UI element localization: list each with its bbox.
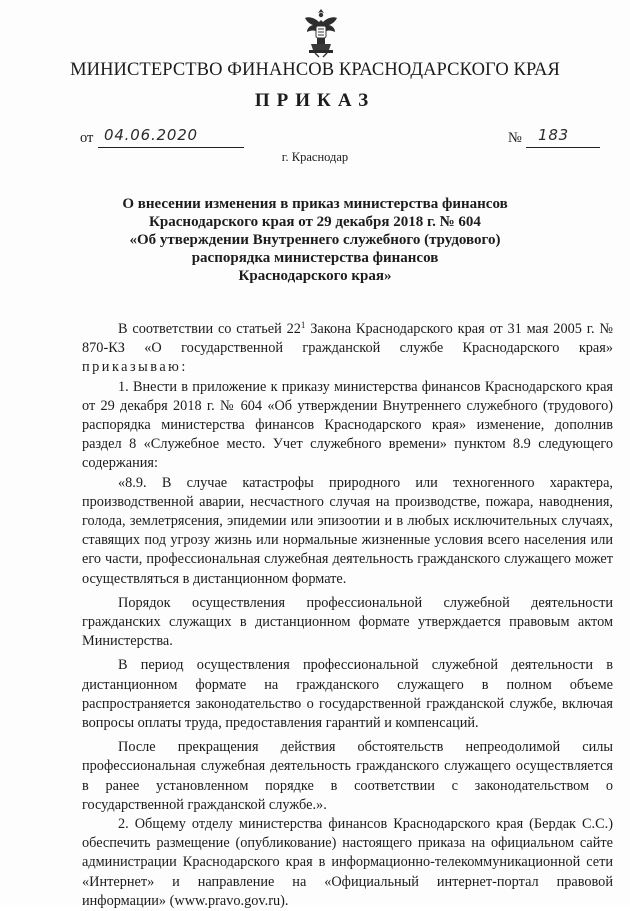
- item-1-paragraph: 1. Внести в приложение к приказу министерства финансов Краснодарского края от 29 декабря 2018 г. № 604 «Об утверждении Внутреннего служебного (трудового) распорядка министерства финансов Краснодарского края» изменение, дополнив раздел 8 «Служебное место. Учет служебного времени» пунктом 8.9 следующего содержания:: [82, 378, 613, 472]
- heading-line: «Об утверждении Внутреннего служебного (трудового): [129, 232, 501, 248]
- city-line: г. Краснодар: [281, 150, 349, 164]
- order-word: приказываю:: [82, 359, 188, 376]
- heading-line: Краснодарского края»: [238, 268, 392, 284]
- coat-of-arms-icon: [299, 6, 343, 58]
- heading-line: распорядка министерства финансов: [191, 250, 439, 266]
- item-2-paragraph: 2. Общему отделу министерства финансов Краснодарского края (Бердак С.С.) обеспечить размещение (опубликование) настоящего приказа на официальном сайте администрации Краснодарского края в информационно-телекоммуникационной сети «Интернет» и направление на «Официальный интернет-портал правовой информации» (www.pravo.gov.ru).: [82, 816, 613, 909]
- number-prefix: №: [508, 130, 522, 146]
- remote-period-paragraph: В период осуществления профессиональной служебной деятельности в дистанционном формате на гражданского служащего в полном объеме распространяется законодательство о государственной гражданской службе, включая вопросы оплаты труда, предоставления гарантий и компенсаций.: [82, 657, 613, 732]
- handwritten-order-number: 183: [538, 126, 570, 144]
- document-type-title: ПРИКАЗ: [254, 90, 376, 111]
- ministry-title: МИНИСТЕРСТВО ФИНАНСОВ КРАСНОДАРСКОГО КРАЯ: [70, 60, 560, 80]
- heading-line: Краснодарского края от 29 декабря 2018 г. № 604: [149, 214, 481, 230]
- handwritten-date: 04.06.2020: [104, 126, 198, 144]
- order-heading: [60, 195, 570, 285]
- clause-8-9-paragraph: «8.9. В случае катастрофы природного или техногенного характера, производственной аварии, несчастного случая на производстве, пожара, наводнения, голода, землетрясения, эпидемии или эпизоотии и в любых исключительных случаях, ставящих под угрозу жизнь или нормальные жизненные условия всего населения или его части, профессиональная служебная деятельность гражданского служащего может осуществляться в дистанционном формате.: [82, 474, 613, 587]
- order-body: [82, 320, 613, 911]
- force-majeure-paragraph: После прекращения действия обстоятельств непреодолимой силы профессиональная служебная деятельность гражданского служащего осуществляется в ранее установленном порядке в соответствии с законодательством о государственной гражданской службе.».: [82, 739, 613, 813]
- preamble-paragraph: В соответствии со статьей $22^1$ Закона Краснодарского края от 31 мая 2005 г. № 870-КЗ «О государственной гражданской службе Краснодарского края» приказываю:: [82, 320, 613, 376]
- heading-line: О внесении изменения в приказ министерства финансов: [122, 196, 508, 212]
- article-superscript: 1: [300, 320, 306, 330]
- procedure-paragraph: Порядок осуществления профессиональной служебной деятельности гражданских служащих в дистанционном формате утверждается правовым актом Министерства.: [82, 594, 613, 650]
- date-prefix: от: [80, 130, 94, 146]
